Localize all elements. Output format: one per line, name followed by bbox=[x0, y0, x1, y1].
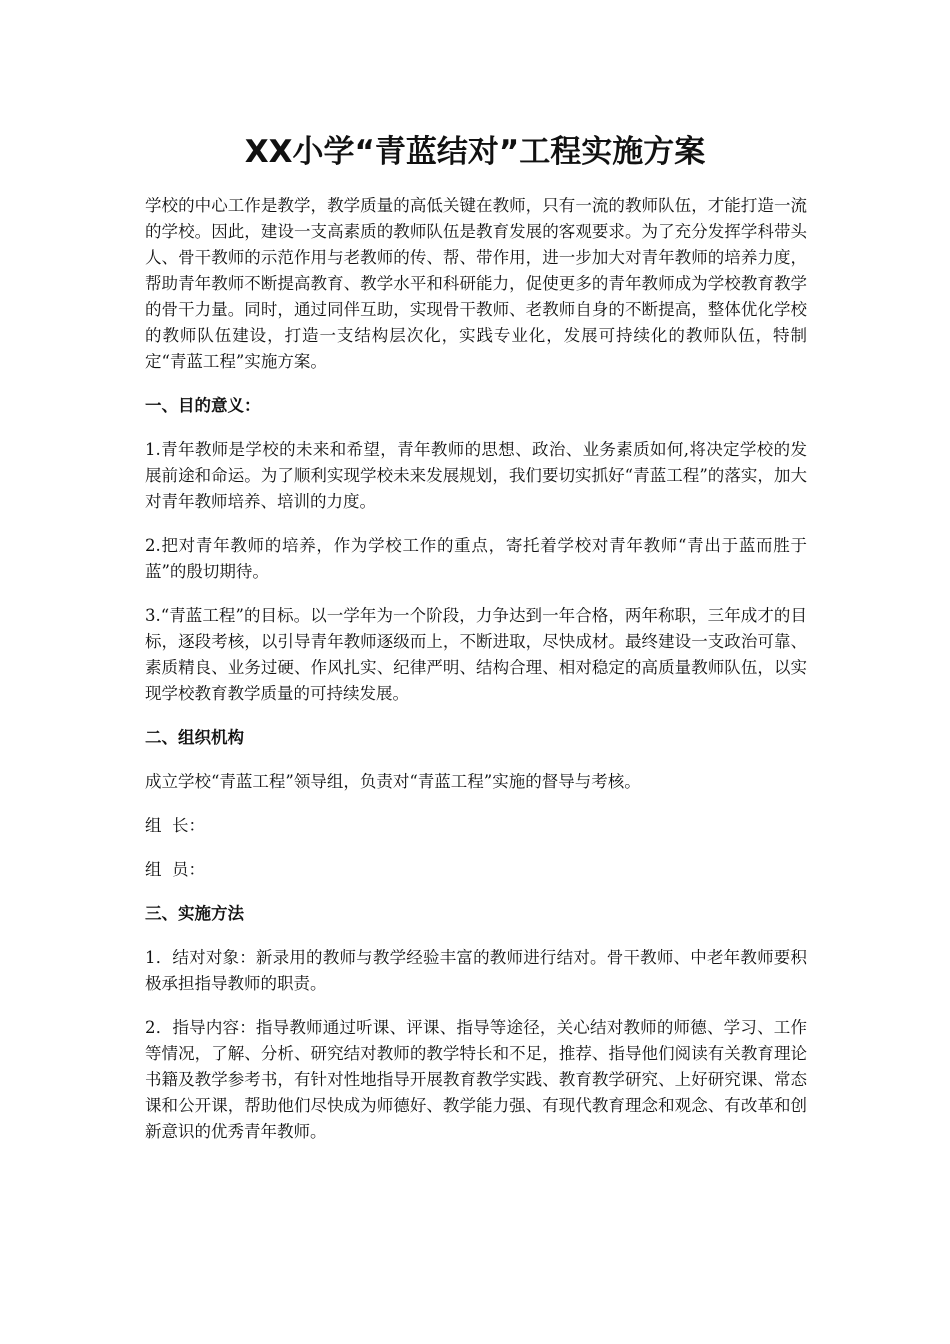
group-leader-line: 组 长： bbox=[145, 816, 205, 835]
intro-paragraph: 学校的中心工作是教学，教学质量的高低关键在教师，只有一流的教师队伍，才能打造一流的学校。因此，建设一支高素质的教师队伍是教育发展的客观要求。为了充分发挥学科带头人、骨干教师的示范作用与老教师的传、帮、带作用，进一步加大对青年教师的培养力度，帮助青年教师不断提高教育、教学水平和科研能力，促使更多的青年教师成为学校教育教学的骨干力量。同时，通过同伴互助，实现骨干教师、老教师自身的不断提高，整体优化学校的教师队伍建设，打造一支结构层次化，实践专业化，发展可持续化的教师队伍，特制定“青蓝工程”实施方案。 bbox=[145, 196, 807, 371]
methods-paragraph-1: 1．结对对象：新录用的教师与教学经验丰富的教师进行结对。骨干教师、中老年教师要积极承担指导教师的职责。 bbox=[145, 948, 807, 993]
section-heading-methods: 三、实施方法 bbox=[145, 904, 244, 923]
organization-paragraph: 成立学校“青蓝工程”领导组，负责对“青蓝工程”实施的督导与考核。 bbox=[145, 772, 641, 791]
group-members-line: 组 员： bbox=[145, 860, 205, 879]
document-body bbox=[145, 193, 807, 1163]
methods-paragraph-2: 2．指导内容：指导教师通过听课、评课、指导等途径，关心结对教师的师德、学习、工作等情况，了解、分析、研究结对教师的教学特长和不足，推荐、指导他们阅读有关教育理论书籍及教学参考书，有针对性地指导开展教育教学实践、教育教学研究、上好研究课、常态课和公开课，帮助他们尽快成为师德好、教学能力强、有现代教育理念和观念、有改革和创新意识的优秀青年教师。 bbox=[145, 1018, 807, 1141]
document-title: XX小学“青蓝结对”工程实施方案 bbox=[244, 134, 706, 170]
section-heading-organization: 二、组织机构 bbox=[145, 728, 244, 747]
purpose-paragraph-2: 2.把对青年教师的培养，作为学校工作的重点，寄托着学校对青年教师“青出于蓝而胜于蓝”的殷切期待。 bbox=[145, 536, 807, 581]
purpose-paragraph-1: 1.青年教师是学校的未来和希望，青年教师的思想、政治、业务素质如何,将决定学校的发展前途和命运。为了顺利实现学校未来发展规划，我们要切实抓好“青蓝工程”的落实，加大对青年教师培养、培训的力度。 bbox=[145, 440, 807, 511]
purpose-paragraph-3: 3.“青蓝工程”的目标。以一学年为一个阶段，力争达到一年合格，两年称职，三年成才的目标，逐段考核，以引导青年教师逐级而上，不断进取，尽快成材。最终建设一支政治可靠、素质精良、业务过硬、作风扎实、纪律严明、结构合理、相对稳定的高质量教师队伍，以实现学校教育教学质量的可持续发展。 bbox=[145, 606, 807, 703]
section-heading-purpose: 一、目的意义： bbox=[145, 396, 261, 415]
